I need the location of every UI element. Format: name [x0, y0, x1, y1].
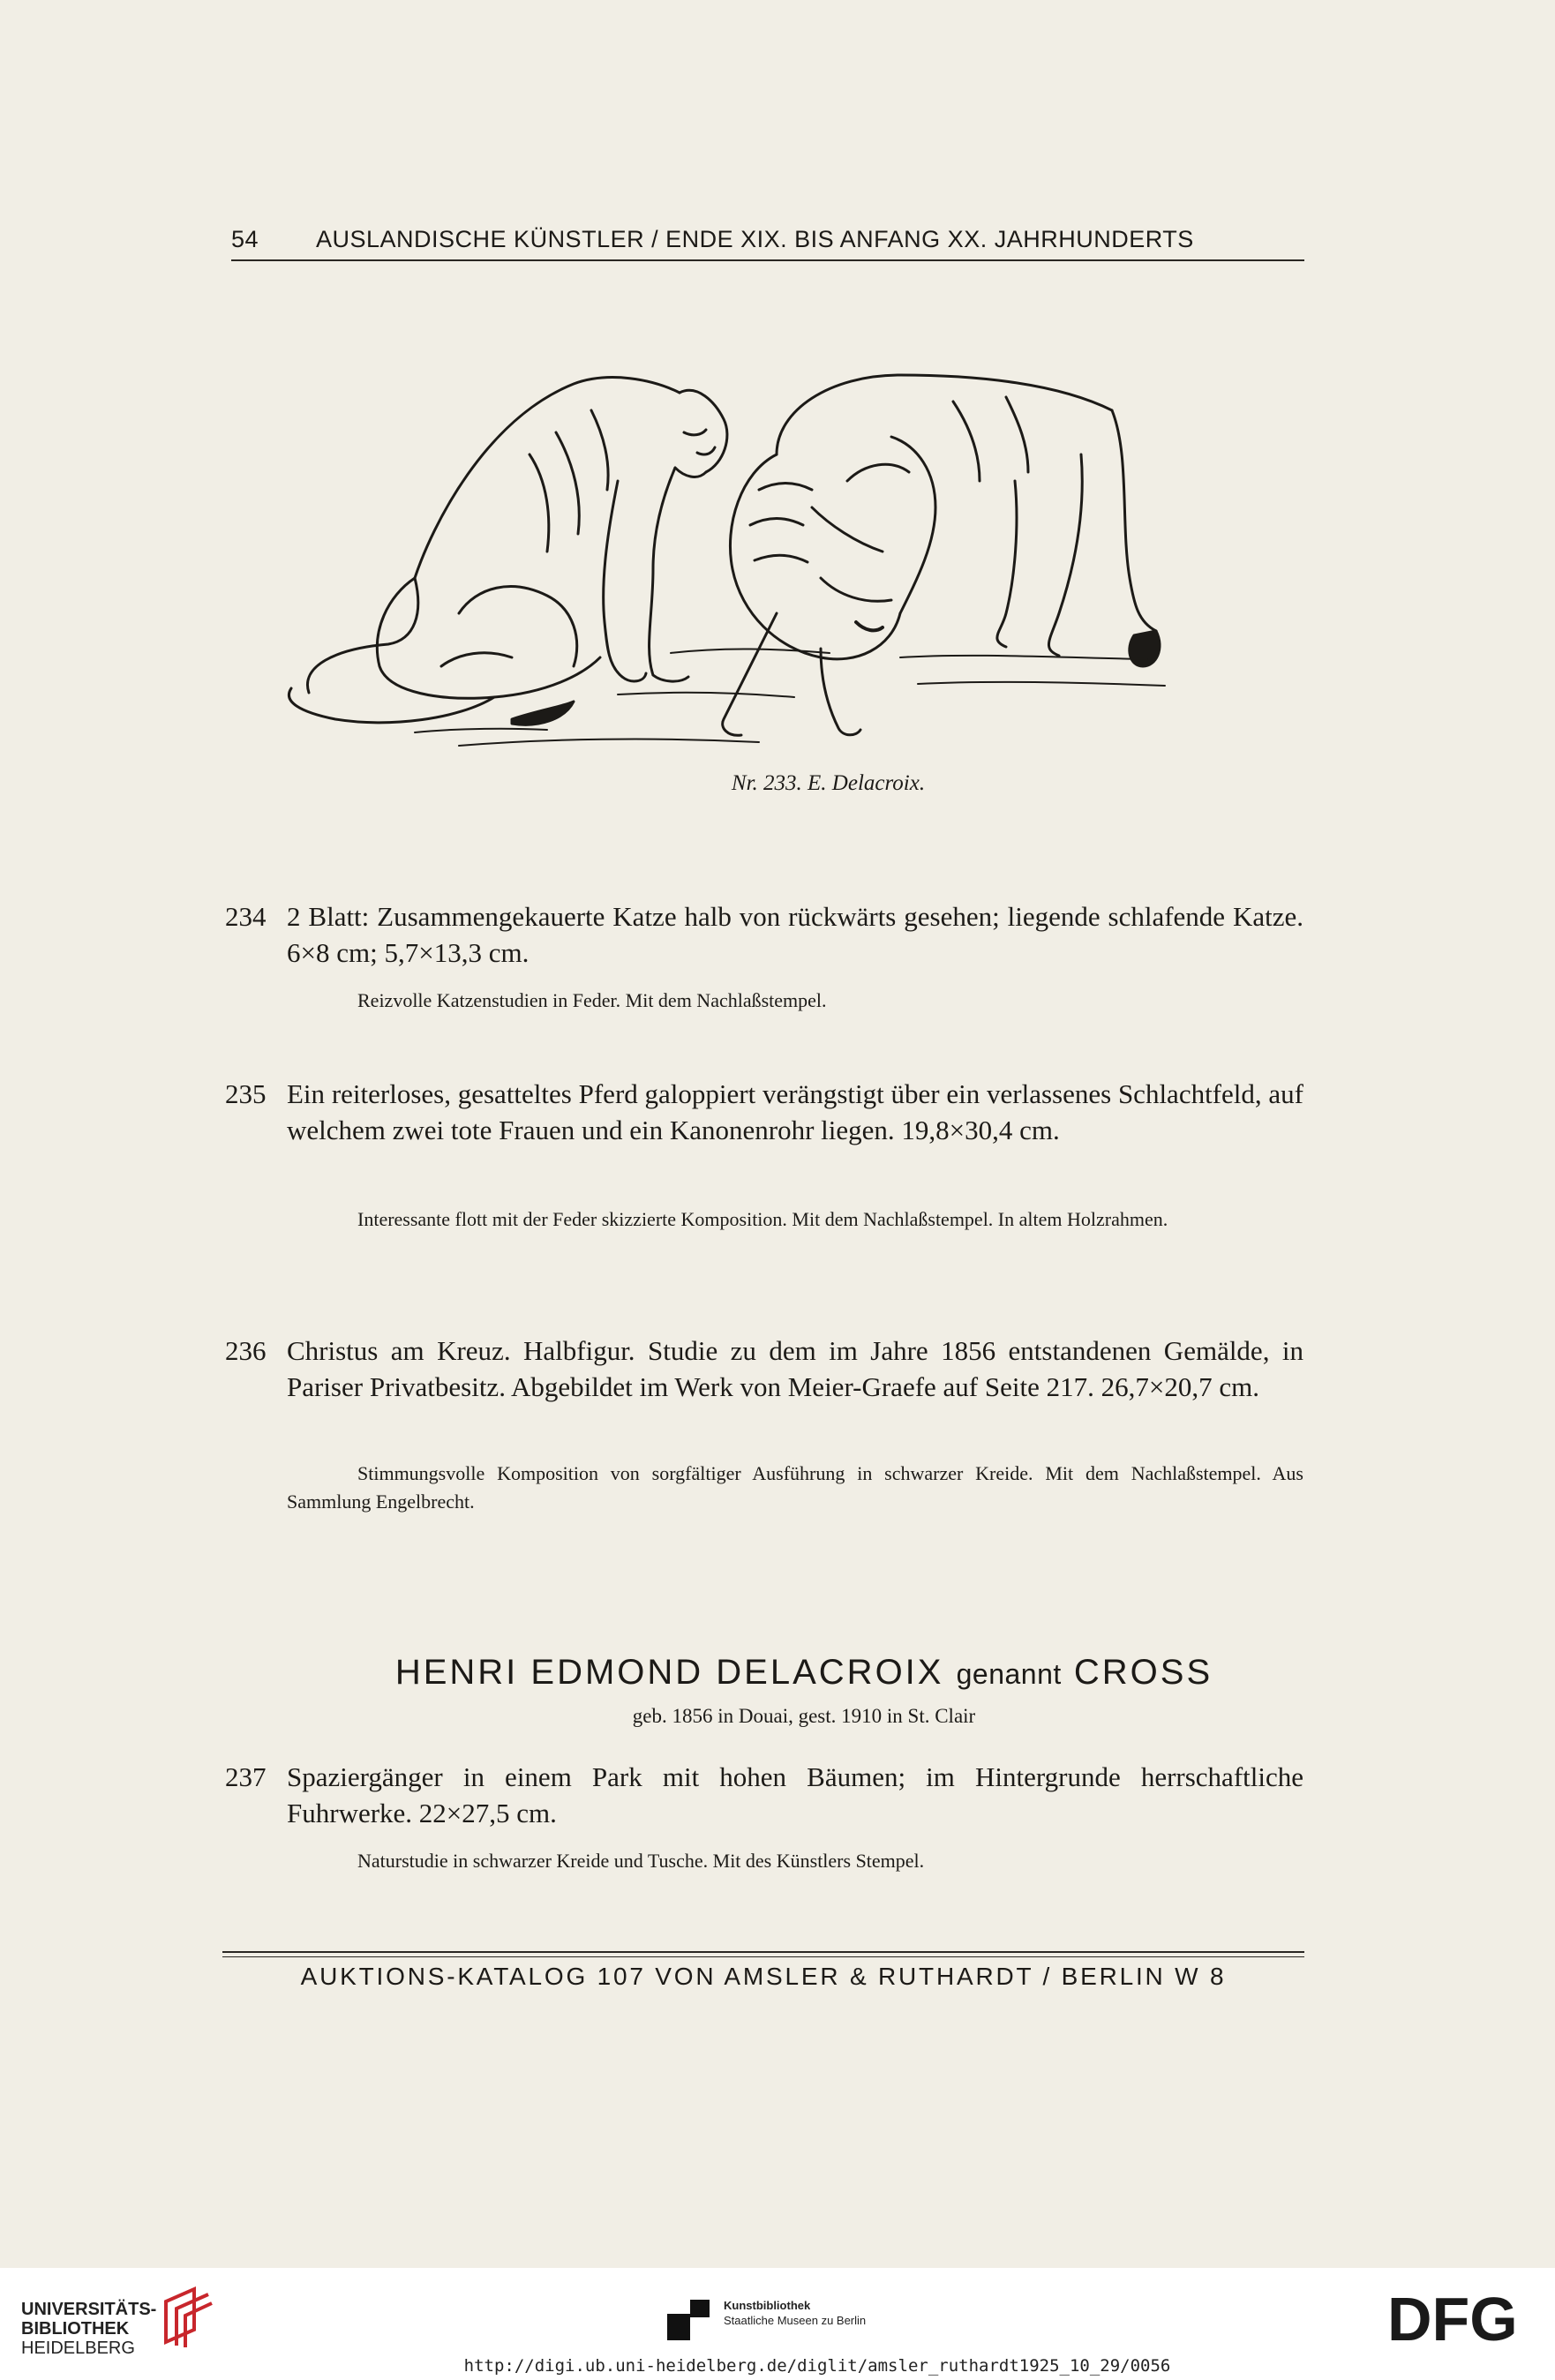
page-number: 54 [231, 226, 259, 252]
sitting-lioness-drawing [289, 378, 726, 725]
entry-note-234: Reizvolle Katzenstudien in Feder. Mit dem Nachlaßstempel. [357, 989, 827, 1011]
entry-number: 236 [225, 1335, 267, 1366]
entry-note-235: Interessante flott mit der Feder skizzierte Komposition. Mit dem Nachlaßstempel. In altem Holzrahmen. [357, 1208, 1168, 1230]
entry-note-237: Naturstudie in schwarzer Kreide und Tusche. Mit des Künstlers Stempel. [357, 1850, 925, 1872]
ground-strokes [415, 649, 1165, 746]
artist-heading [0, 1653, 1555, 1693]
university-library-wordmark[interactable] [21, 2300, 156, 2358]
kunstbibliothek-logo-icon [664, 2298, 713, 2342]
dfg-logo-text: DFG [1387, 2287, 1518, 2349]
catalog-entry-236 [225, 1333, 1303, 1441]
uni-line-3: HEIDELBERG [21, 2339, 135, 2358]
artist-bio: geb. 1856 in Douai, gest. 1910 in St. Clair [632, 1705, 976, 1727]
catalog-entry-234 [225, 898, 1303, 971]
kunstbibliothek-wordmark[interactable] [724, 2298, 866, 2328]
lion-sketch-illustration [282, 349, 1253, 763]
kb-line-2: Staatliche Museen zu Berlin [724, 2314, 867, 2327]
catalog-footer: AUKTIONS-KATALOG 107 VON AMSLER & RUTHARDT / BERLIN W 8 [300, 1963, 1227, 1990]
entry-number: 237 [225, 1761, 267, 1792]
artist-called: genannt [956, 1658, 1062, 1690]
footer-rule-thin [222, 1956, 1304, 1957]
header-title: AUSLANDISCHE KÜNSTLER / ENDE XIX. BIS ANFANG XX. JAHRHUNDERTS [316, 226, 1194, 252]
kb-line-1: Kunstbibliothek [724, 2299, 811, 2312]
dfg-logo-icon[interactable] [1387, 2287, 1537, 2349]
entry-number: 234 [225, 901, 267, 932]
catalog-entry-237 [225, 1759, 1303, 1831]
entry-title: Spaziergänger in einem Park mit hohen Bäumen; im Hintergrunde herrschaftliche Fuhrwerke. 22×27,5 cm. [287, 1761, 1303, 1828]
illustration-caption: Nr. 233. E. Delacroix. [731, 771, 926, 795]
permalink-url[interactable]: http://digi.ub.uni-heidelberg.de/diglit/amsler_ruthardt1925_10_29/0056 [463, 2356, 1171, 2376]
entry-note-236: Stimmungsvolle Komposition von sorgfältiger Ausführung in schwarzer Kreide. Mit dem Nachlaßstempel. Aus Sammlung Engelbrecht. [287, 1462, 1303, 1513]
library-bar [0, 2268, 1555, 2380]
entry-title: Christus am Kreuz. Halbfigur. Studie zu dem im Jahre 1856 entstandenen Gemälde, in Pariser Privatbesitz. Abgebildet im Werk von Meier-Graefe auf Seite 217. 26,7×20,7 cm. [287, 1335, 1303, 1402]
uni-line-1: UNIVERSITÄTS- [21, 2300, 157, 2319]
footer-rule [222, 1951, 1304, 1953]
artist-name: HENRI EDMOND DELACROIX [394, 1653, 944, 1692]
uni-line-2: BIBLIOTHEK [21, 2319, 130, 2339]
catalog-entry-235 [225, 1076, 1303, 1184]
entry-title: 2 Blatt: Zusammengekauerte Katze halb von rückwärts gesehen; liegende schlafende Katze. 6×8 cm; 5,7×13,3 cm. [287, 901, 1303, 968]
artist-alias: CROSS [1073, 1653, 1213, 1692]
running-header [231, 224, 1304, 261]
university-library-logo-icon [159, 2284, 215, 2349]
entry-title: Ein reiterloses, gesatteltes Pferd galoppiert verängstigt über ein verlassenes Schlachtfeld, auf welchem zwei tote Frauen und ein Kanonenrohr liegen. 19,8×30,4 cm. [287, 1078, 1303, 1145]
entry-number: 235 [225, 1078, 267, 1109]
standing-lion-drawing [723, 375, 1160, 735]
